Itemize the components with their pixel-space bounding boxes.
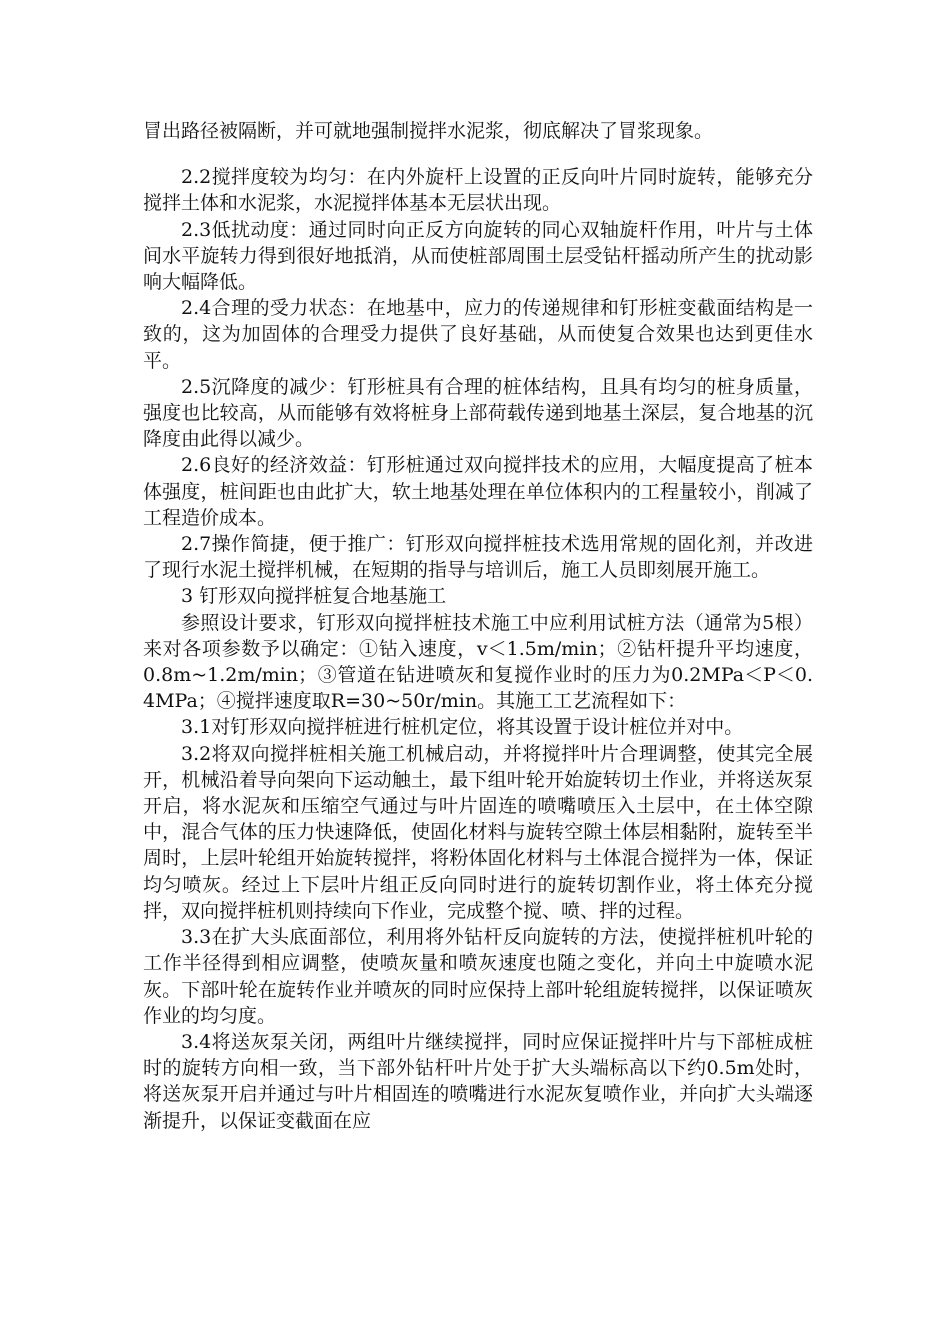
paragraph-3-3: 3.3在扩大头底面部位，利用将外钻杆反向旋转的方法，使搅拌桩机叶轮的工作半径得到相应调整，使喷灰量和喷灰速度也随之变化，并向土中旋喷水泥灰。下部叶轮在旋转作业并喷灰的同时应保持上部叶轮组旋转搅拌，以保证喷灰作业的均匀度。: [143, 926, 813, 1027]
paragraph-2-5: 2.5沉降度的减少：钉形桩具有合理的桩体结构，且具有均匀的桩身质量，强度也比较高，从而能够有效将桩身上部荷载传递到地基土深层，复合地基的沉降度由此得以减少。: [143, 375, 813, 451]
paragraph-2-7: 2.7操作简捷，便于推广：钉形双向搅拌桩技术选用常规的固化剂，并改进了现行水泥土搅拌机械，在短期的指导与培训后，施工人员即刻展开施工。: [143, 533, 813, 582]
paragraph-3-2: 3.2将双向搅拌桩相关施工机械启动，并将搅拌叶片合理调整，使其完全展开，机械沿着导向架向下运动触土，最下组叶轮开始旋转切土作业，并将送灰泵开启，将水泥灰和压缩空气通过与叶片固连的喷嘴喷压入土层中，在土体空隙中，混合气体的压力快速降低，使固化材料与旋转空隙土体层相黏附，旋转至半周时，上层叶轮组开始旋转搅拌，将粉体固化材料与土体混合搅拌为一体，保证均匀喷灰。经过上下层叶片组正反向同时进行的旋转切割作业，将土体充分搅拌，双向搅拌桩机则持续向下作业，完成整个搅、喷、拌的过程。: [143, 742, 813, 922]
paragraph-2-2: 2.2搅拌度较为均匀：在内外旋杆上设置的正反向叶片同时旋转，能够充分搅拌土体和水泥浆，水泥搅拌体基本无层状出现。: [143, 166, 813, 215]
paragraph-3-4: 3.4将送灰泵关闭，两组叶片继续搅拌，同时应保证搅拌叶片与下部桩成桩时的旋转方向相一致，当下部外钻杆叶片处于扩大头端标高以下约0.5m处时，将送灰泵开启并通过与叶片相固连的喷嘴进行水泥灰复喷作业，并向扩大头端逐渐提升，以保证变截面在应: [143, 1030, 813, 1132]
paragraph-3-1: 3.1对钉形双向搅拌桩进行桩机定位，将其设置于设计桩位并对中。: [181, 716, 744, 739]
paragraph-2-4: 2.4合理的受力状态：在地基中，应力的传递规律和钉形桩变截面结构是一致的，这为加固体的合理受力提供了良好基础，从而使复合效果也达到更佳水平。: [143, 297, 813, 372]
document-body: [143, 118, 813, 1134]
paragraph-continuation: 冒出路径被隔断，并可就地强制搅拌水泥浆，彻底解决了冒浆现象。: [143, 120, 714, 142]
section-heading-3: 3 钉形双向搅拌桩复合地基施工: [181, 585, 447, 608]
paragraph-2-6: 2.6良好的经济效益：钉形桩通过双向搅拌技术的应用，大幅度提高了桩本体强度，桩间距也由此扩大，软土地基处理在单位体积内的工程量较小，削减了工程造价成本。: [143, 454, 813, 529]
paragraph-3-intro: 参照设计要求，钉形双向搅拌桩技术施工中应利用试桩方法（通常为5根）来对各项参数予以确定：①钻入速度，v＜1.5m/min；②钻杆提升平均速度，0.8m~1.2m/min；③管道在钻进喷灰和复搅作业时的压力为0.2MPa＜P＜0.4MPa；④搅拌速度取R=30~50r/min。其施工工艺流程如下：: [143, 611, 813, 713]
paragraph-2-3: 2.3低扰动度：通过同时向正反方向旋转的同心双轴旋杆作用，叶片与土体间水平旋转力得到很好地抵消，从而使桩部周围土层受钻杆摇动所产生的扰动影响大幅降低。: [143, 218, 813, 294]
